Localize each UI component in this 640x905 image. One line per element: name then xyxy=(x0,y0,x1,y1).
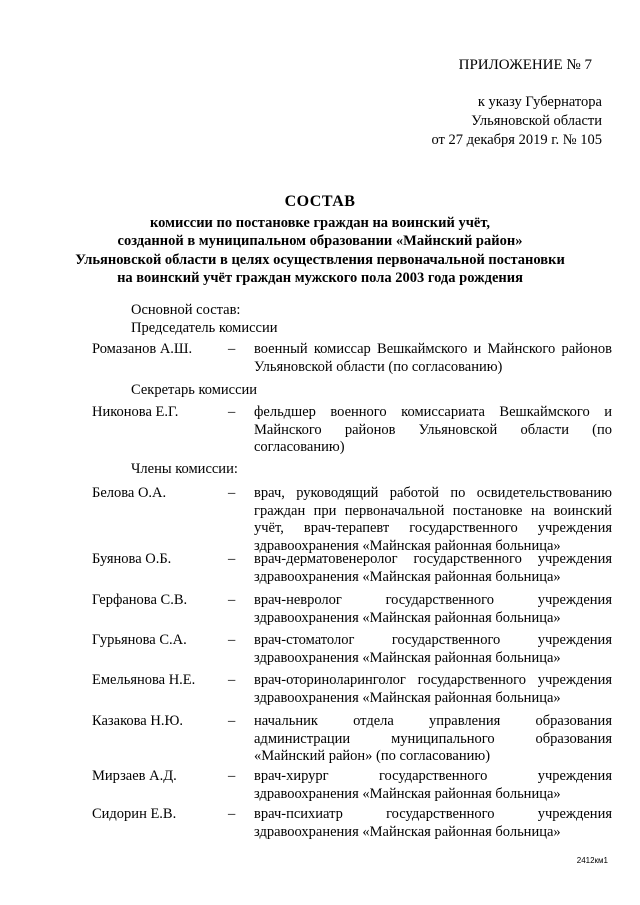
member-name: Емельянова Н.Е. xyxy=(92,672,196,688)
appendix-title: ПРИЛОЖЕНИЕ № 7 xyxy=(458,57,592,73)
member-name: Ромазанов А.Ш. xyxy=(92,341,193,357)
title-subtitle-line: созданной в муниципальном образовании «Майнский район» xyxy=(117,233,523,249)
member-role: врач-хирург государственного учреждения здравоохранения «Майнская районная больница» xyxy=(254,768,612,802)
member-dash: – xyxy=(228,806,236,822)
decree-line: к указу Губернатора xyxy=(477,94,602,110)
member-dash: – xyxy=(228,632,236,648)
member-role: врач-дерматовенеролог государственного учреждения здравоохранения «Майнская районная больница» xyxy=(254,551,612,585)
section-main-composition: Основной состав: xyxy=(131,302,241,318)
member-name: Никонова Е.Г. xyxy=(92,404,179,420)
decree-line: Ульяновской области xyxy=(471,113,602,129)
page-code: 2412км1 xyxy=(576,856,608,865)
title-subtitle-line: комиссии по постановке граждан на воинский учёт, xyxy=(149,214,491,231)
appendix-header xyxy=(431,56,602,150)
title-main: СОСТАВ xyxy=(284,193,356,210)
section-chairman: Председатель комиссии xyxy=(131,320,278,336)
member-role: военный комиссар Вешкаймского и Майнского районов Ульяновской области (по согласованию) xyxy=(254,341,612,375)
member-name: Гурьянова С.А. xyxy=(92,632,187,648)
member-role: фельдшер военного комиссариата Вешкаймского и Майнского районов Ульяновской области (по согласованию) xyxy=(254,404,612,455)
member-role: врач-стоматолог государственного учреждения здравоохранения «Майнская районная больница» xyxy=(254,632,612,666)
member-name: Герфанова С.В. xyxy=(92,592,188,608)
member-dash: – xyxy=(228,713,236,729)
member-role: врач, руководящий работой по освидетельствованию граждан при первоначальной постановке на воинский учёт, врач-терапевт государственного учреждения здравоохранения «Майнская районная больница» xyxy=(254,485,612,554)
member-role: начальник отдела управления образования администрации муниципального образования «Майнский район» (по согласованию) xyxy=(254,713,612,764)
title-subtitle-line: на воинский учёт граждан мужского пола 2003 года рождения xyxy=(117,270,523,286)
member-name: Белова О.А. xyxy=(92,485,167,501)
title-subtitle-line: Ульяновской области в целях осуществления первоначальной постановки xyxy=(75,251,565,268)
member-dash: – xyxy=(228,672,236,688)
member-dash: – xyxy=(228,341,236,357)
member-name: Сидорин Е.В. xyxy=(92,806,177,822)
member-role: врач-оториноларинголог государственного учреждения здравоохранения «Майнская районная больница» xyxy=(254,672,612,706)
member-dash: – xyxy=(228,485,236,501)
member-dash: – xyxy=(228,404,236,420)
decree-line: от 27 декабря 2019 г. № 105 xyxy=(431,132,602,148)
member-role: врач-невролог государственного учреждения здравоохранения «Майнская районная больница» xyxy=(254,592,612,626)
section-members: Члены комиссии: xyxy=(131,461,238,477)
member-dash: – xyxy=(228,551,236,567)
member-dash: – xyxy=(228,592,236,608)
section-secretary: Секретарь комиссии xyxy=(131,382,258,398)
document-title xyxy=(70,193,570,288)
member-role: врач-психиатр государственного учреждения здравоохранения «Майнская районная больница» xyxy=(254,806,612,840)
member-dash: – xyxy=(228,768,236,784)
member-name: Буянова О.Б. xyxy=(92,551,172,567)
member-name: Мирзаев А.Д. xyxy=(92,768,177,784)
member-name: Казакова Н.Ю. xyxy=(92,713,183,729)
